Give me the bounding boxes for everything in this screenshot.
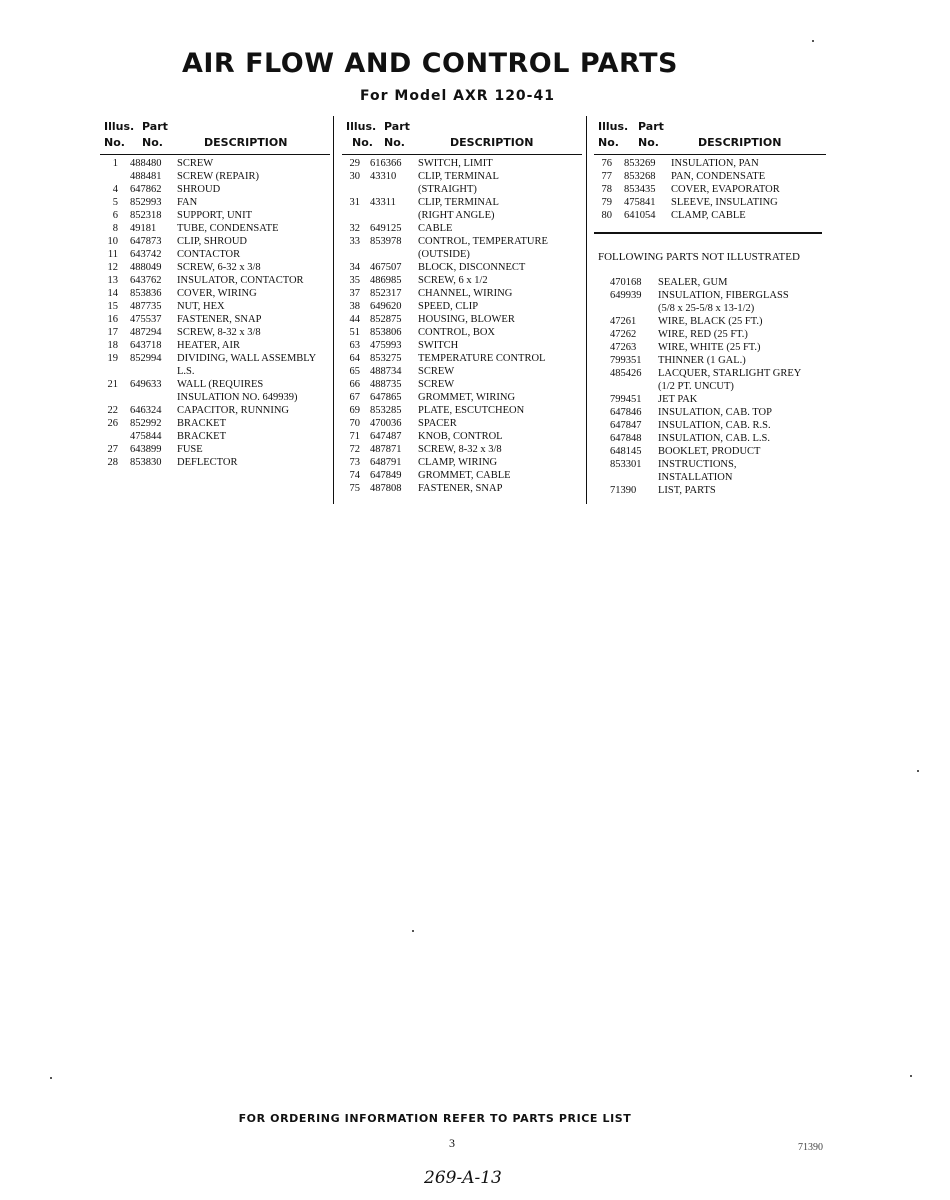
part-description: SCREW, 8-32 x 3/8 — [418, 444, 502, 455]
part-row — [594, 157, 826, 170]
part-number: 43310 — [370, 171, 397, 182]
part-row — [594, 209, 826, 222]
part-row — [100, 261, 330, 274]
illus-number: 70 — [349, 418, 360, 429]
column-header — [100, 120, 330, 154]
part-description: SWITCH, LIMIT — [418, 158, 493, 169]
scan-speck — [50, 1077, 52, 1079]
part-row — [342, 287, 582, 300]
part-row — [342, 313, 582, 326]
part-description: SCREW — [177, 158, 214, 169]
illus-number: 14 — [107, 288, 118, 299]
part-row — [100, 287, 330, 300]
not-illustrated-heading: FOLLOWING PARTS NOT ILLUSTRATED — [598, 251, 800, 263]
not-illustrated-list — [610, 276, 830, 497]
part-description: SHROUD — [177, 184, 221, 195]
part-description: SUPPORT, UNIT — [177, 210, 253, 221]
part-number: 852318 — [130, 210, 162, 221]
part-number: 43311 — [370, 197, 396, 208]
part-description: DEFLECTOR — [177, 457, 238, 468]
illus-number: 19 — [107, 353, 118, 364]
part-row — [100, 339, 330, 352]
part-description: COVER, WIRING — [177, 288, 257, 299]
part-number: 648145 — [610, 446, 642, 457]
parts-rows — [342, 155, 582, 495]
part-row — [100, 430, 330, 443]
part-row — [100, 443, 330, 456]
part-description: INSULATOR, CONTACTOR — [177, 275, 304, 286]
illus-number: 37 — [349, 288, 360, 299]
illus-number: 26 — [107, 418, 118, 429]
part-description: PLATE, ESCUTCHEON — [418, 405, 525, 416]
description-label: DESCRIPTION — [698, 136, 782, 149]
part-row — [100, 378, 330, 391]
illus-number: 5 — [112, 197, 118, 208]
part-row — [100, 235, 330, 248]
part-description: KNOB, CONTROL — [418, 431, 503, 442]
illus-number: 38 — [349, 301, 360, 312]
part-number: 853830 — [130, 457, 162, 468]
part-description: SCREW, 8-32 x 3/8 — [177, 327, 261, 338]
part-number: 649939 — [610, 290, 642, 301]
part-row — [594, 196, 826, 209]
part-number: 853836 — [130, 288, 162, 299]
illus-number: 4 — [112, 184, 118, 195]
part-row — [342, 456, 582, 469]
part-number: 646324 — [130, 405, 162, 416]
illus-label: Illus. — [598, 120, 629, 133]
part-number: 647862 — [130, 184, 162, 195]
part-number: 488049 — [130, 262, 162, 273]
part-description: CLAMP, WIRING — [418, 457, 498, 468]
part-row — [100, 196, 330, 209]
part-row — [100, 352, 330, 365]
part-number: 616366 — [370, 158, 402, 169]
illus-number: 11 — [107, 249, 118, 260]
illus-number: 27 — [107, 444, 118, 455]
illus-number: 69 — [349, 405, 360, 416]
part-no-label: No. — [384, 136, 405, 149]
part-row — [610, 406, 830, 419]
part-row — [610, 484, 830, 497]
part-row — [342, 261, 582, 274]
part-number: 852994 — [130, 353, 162, 364]
illus-number: 73 — [349, 457, 360, 468]
column-header — [594, 120, 826, 154]
illus-number: 76 — [601, 158, 612, 169]
illus-number: 75 — [349, 483, 360, 494]
part-description: INSULATION, PAN — [671, 158, 759, 169]
part-description: SCREW — [418, 379, 455, 390]
illus-number: 13 — [107, 275, 118, 286]
part-label: Part — [142, 120, 168, 133]
part-row — [342, 222, 582, 235]
part-description: BRACKET — [177, 431, 227, 442]
part-row — [342, 417, 582, 430]
part-number: 486985 — [370, 275, 402, 286]
illus-number: 64 — [349, 353, 360, 364]
part-description: (OUTSIDE) — [418, 249, 470, 260]
part-description: INSULATION, CAB. TOP — [658, 407, 772, 418]
part-description: CONTACTOR — [177, 249, 241, 260]
part-description: LIST, PARTS — [658, 485, 716, 496]
scan-speck — [412, 930, 414, 932]
illus-number: 30 — [349, 171, 360, 182]
part-row — [342, 378, 582, 391]
part-number: 853978 — [370, 236, 402, 247]
parts-rows — [594, 155, 826, 222]
part-row — [610, 341, 830, 354]
part-row — [342, 365, 582, 378]
part-description: CONTROL, BOX — [418, 327, 496, 338]
illus-number: 72 — [349, 444, 360, 455]
part-row — [610, 315, 830, 328]
illus-number: 35 — [349, 275, 360, 286]
part-description: CABLE — [418, 223, 453, 234]
part-description: GROMMET, WIRING — [418, 392, 516, 403]
part-number: 648791 — [370, 457, 402, 468]
illus-number: 8 — [112, 223, 118, 234]
part-number: 641054 — [624, 210, 656, 221]
part-number: 647846 — [610, 407, 642, 418]
illus-number: 66 — [349, 379, 360, 390]
part-row — [100, 248, 330, 261]
part-row — [610, 328, 830, 341]
part-row — [610, 289, 830, 302]
part-description: GROMMET, CABLE — [418, 470, 511, 481]
part-description: WIRE, WHITE (25 FT.) — [658, 342, 761, 353]
part-row — [342, 469, 582, 482]
part-row — [100, 222, 330, 235]
part-row — [594, 183, 826, 196]
illus-number: 6 — [112, 210, 118, 221]
part-number: 649620 — [370, 301, 402, 312]
illus-number: 71 — [349, 431, 360, 442]
part-number: 799351 — [610, 355, 642, 366]
part-number: 487735 — [130, 301, 162, 312]
part-description: BOOKLET, PRODUCT — [658, 446, 761, 457]
part-row — [610, 367, 830, 380]
model-subtitle: For Model AXR 120-41 — [360, 88, 555, 104]
scan-speck — [910, 1075, 912, 1077]
part-description: CLIP, TERMINAL — [418, 171, 499, 182]
illus-number: 77 — [601, 171, 612, 182]
part-row — [342, 235, 582, 248]
part-description: (RIGHT ANGLE) — [418, 210, 495, 221]
part-row — [342, 352, 582, 365]
part-number: 470036 — [370, 418, 402, 429]
illus-label: Illus. — [346, 120, 377, 133]
part-number: 647849 — [370, 470, 402, 481]
part-row — [100, 274, 330, 287]
part-row — [342, 183, 582, 196]
part-description: SPACER — [418, 418, 457, 429]
illus-number: 33 — [349, 236, 360, 247]
part-description: FAN — [177, 197, 198, 208]
part-description: WIRE, RED (25 FT.) — [658, 329, 748, 340]
part-description: JET PAK — [658, 394, 698, 405]
column-divider-1 — [333, 116, 334, 504]
part-number: 475844 — [130, 431, 162, 442]
part-description: SCREW — [418, 366, 455, 377]
part-number: 71390 — [610, 485, 637, 496]
part-row — [100, 326, 330, 339]
part-description: BLOCK, DISCONNECT — [418, 262, 526, 273]
part-description: (5/8 x 25-5/8 x 13-1/2) — [658, 303, 755, 314]
part-description: SEALER, GUM — [658, 277, 728, 288]
part-description: SCREW (REPAIR) — [177, 171, 259, 182]
part-row — [342, 339, 582, 352]
part-row — [100, 456, 330, 469]
part-label: Part — [638, 120, 664, 133]
part-description: CLAMP, CABLE — [671, 210, 746, 221]
part-row — [342, 274, 582, 287]
part-number: 647848 — [610, 433, 642, 444]
part-row — [610, 354, 830, 367]
part-description: (1/2 PT. UNCUT) — [658, 381, 734, 392]
illus-number: 51 — [349, 327, 360, 338]
illus-number: 18 — [107, 340, 118, 351]
illus-number: 63 — [349, 340, 360, 351]
part-row — [342, 443, 582, 456]
illus-number: 34 — [349, 262, 360, 273]
part-row — [610, 302, 830, 315]
page-number: 3 — [449, 1136, 455, 1150]
part-row — [100, 157, 330, 170]
part-number: 487294 — [130, 327, 162, 338]
part-number: 852993 — [130, 197, 162, 208]
illus-number: 21 — [107, 379, 118, 390]
part-description: SCREW, 6-32 x 3/8 — [177, 262, 261, 273]
part-description: WIRE, BLACK (25 FT.) — [658, 316, 763, 327]
part-description: INSTALLATION — [658, 472, 733, 483]
illus-no-label: No. — [104, 136, 125, 149]
part-description: (STRAIGHT) — [418, 184, 477, 195]
part-description: TUBE, CONDENSATE — [177, 223, 279, 234]
part-number: 643899 — [130, 444, 162, 455]
part-description: FASTENER, SNAP — [177, 314, 262, 325]
part-description: BRACKET — [177, 418, 227, 429]
part-row — [342, 326, 582, 339]
part-number: 643762 — [130, 275, 162, 286]
illus-number: 17 — [107, 327, 118, 338]
parts-column-1 — [100, 120, 330, 469]
part-description: LACQUER, STARLIGHT GREY — [658, 368, 802, 379]
part-number: 649633 — [130, 379, 162, 390]
part-description: TEMPERATURE CONTROL — [418, 353, 546, 364]
part-description: FASTENER, SNAP — [418, 483, 503, 494]
illus-number: 44 — [349, 314, 360, 325]
part-row — [342, 248, 582, 261]
illus-number: 32 — [349, 223, 360, 234]
part-description: INSTRUCTIONS, — [658, 459, 737, 470]
part-row — [610, 432, 830, 445]
part-number: 647847 — [610, 420, 642, 431]
column-header — [342, 120, 582, 154]
part-number: 47263 — [610, 342, 637, 353]
part-number: 852992 — [130, 418, 162, 429]
part-number: 488735 — [370, 379, 402, 390]
part-row — [342, 157, 582, 170]
parts-column-3 — [594, 120, 826, 222]
illus-number: 67 — [349, 392, 360, 403]
page-title: AIR FLOW AND CONTROL PARTS — [181, 48, 679, 79]
part-row — [610, 393, 830, 406]
part-label: Part — [384, 120, 410, 133]
illus-label: Illus. — [104, 120, 135, 133]
part-row — [342, 482, 582, 495]
illus-number: 10 — [107, 236, 118, 247]
part-description: WALL (REQUIRES — [177, 379, 264, 390]
part-number: 643742 — [130, 249, 162, 260]
part-number: 853275 — [370, 353, 402, 364]
part-description: CONTROL, TEMPERATURE — [418, 236, 548, 247]
part-description: SLEEVE, INSULATING — [671, 197, 778, 208]
part-description: L.S. — [177, 366, 195, 377]
part-description: CAPACITOR, RUNNING — [177, 405, 290, 416]
illus-number: 80 — [601, 210, 612, 221]
illus-number: 29 — [349, 158, 360, 169]
part-row — [610, 276, 830, 289]
part-description: CHANNEL, WIRING — [418, 288, 513, 299]
illus-number: 78 — [601, 184, 612, 195]
part-number: 853301 — [610, 459, 642, 470]
part-description: COVER, EVAPORATOR — [671, 184, 780, 195]
part-no-label: No. — [142, 136, 163, 149]
part-row — [100, 170, 330, 183]
part-row — [342, 430, 582, 443]
illus-number: 74 — [349, 470, 360, 481]
part-number: 647865 — [370, 392, 402, 403]
part-row — [100, 391, 330, 404]
description-label: DESCRIPTION — [450, 136, 534, 149]
part-row — [100, 404, 330, 417]
part-number: 487871 — [370, 444, 402, 455]
part-number: 488481 — [130, 171, 162, 182]
part-number: 47261 — [610, 316, 637, 327]
part-description: HOUSING, BLOWER — [418, 314, 515, 325]
part-description: NUT, HEX — [177, 301, 225, 312]
document-code: 71390 — [798, 1142, 823, 1153]
illus-number: 31 — [349, 197, 360, 208]
part-number: 488734 — [370, 366, 402, 377]
part-number: 49181 — [130, 223, 157, 234]
part-number: 853806 — [370, 327, 402, 338]
part-row — [100, 365, 330, 378]
part-description: INSULATION, FIBERGLASS — [658, 290, 789, 301]
part-number: 475993 — [370, 340, 402, 351]
part-number: 799451 — [610, 394, 642, 405]
part-number: 852875 — [370, 314, 402, 325]
part-description: INSULATION, CAB. L.S. — [658, 433, 771, 444]
part-description: PAN, CONDENSATE — [671, 171, 766, 182]
part-number: 852317 — [370, 288, 402, 299]
part-row — [594, 170, 826, 183]
parts-column-2 — [342, 120, 582, 495]
part-row — [100, 209, 330, 222]
illus-number: 65 — [349, 366, 360, 377]
part-row — [610, 445, 830, 458]
illus-number: 79 — [601, 197, 612, 208]
illus-no-label: No. — [352, 136, 373, 149]
part-description: INSULATION, CAB. R.S. — [658, 420, 771, 431]
part-number: 853268 — [624, 171, 656, 182]
part-number: 475537 — [130, 314, 162, 325]
part-row — [342, 209, 582, 222]
part-number: 649125 — [370, 223, 402, 234]
illus-number: 12 — [107, 262, 118, 273]
illus-no-label: No. — [598, 136, 619, 149]
part-number: 647873 — [130, 236, 162, 247]
part-row — [610, 419, 830, 432]
part-number: 853435 — [624, 184, 656, 195]
part-number: 647487 — [370, 431, 402, 442]
description-label: DESCRIPTION — [204, 136, 288, 149]
part-description: SPEED, CLIP — [418, 301, 479, 312]
part-number: 853269 — [624, 158, 656, 169]
part-row — [342, 196, 582, 209]
illus-number: 1 — [112, 158, 118, 169]
part-row — [610, 471, 830, 484]
part-number: 853285 — [370, 405, 402, 416]
part-number: 488480 — [130, 158, 162, 169]
part-number: 487808 — [370, 483, 402, 494]
part-row — [100, 300, 330, 313]
section-rule — [594, 232, 822, 234]
illus-number: 28 — [107, 457, 118, 468]
part-row — [342, 170, 582, 183]
part-row — [342, 300, 582, 313]
part-number: 475841 — [624, 197, 656, 208]
part-description: CLIP, SHROUD — [177, 236, 248, 247]
ordering-note: FOR ORDERING INFORMATION REFER TO PARTS PRICE LIST — [238, 1112, 632, 1125]
part-description: FUSE — [177, 444, 203, 455]
part-no-label: No. — [638, 136, 659, 149]
part-row — [100, 313, 330, 326]
scan-speck — [917, 770, 919, 772]
part-description: DIVIDING, WALL ASSEMBLY — [177, 353, 317, 364]
handwritten-note: 269-A-13 — [424, 1168, 502, 1188]
illus-number: 15 — [107, 301, 118, 312]
part-row — [610, 458, 830, 471]
illus-number: 16 — [107, 314, 118, 325]
part-row — [342, 404, 582, 417]
part-number: 643718 — [130, 340, 162, 351]
part-description: THINNER (1 GAL.) — [658, 355, 746, 366]
part-description: CLIP, TERMINAL — [418, 197, 499, 208]
part-description: SWITCH — [418, 340, 459, 351]
part-row — [100, 417, 330, 430]
part-row — [100, 183, 330, 196]
column-divider-2 — [586, 116, 587, 504]
parts-rows — [100, 155, 330, 469]
scan-speck — [812, 40, 814, 42]
part-number: 47262 — [610, 329, 637, 340]
part-description: INSULATION NO. 649939) — [177, 392, 298, 403]
part-row — [610, 380, 830, 393]
part-description: SCREW, 6 x 1/2 — [418, 275, 488, 286]
part-number: 467507 — [370, 262, 402, 273]
part-row — [342, 391, 582, 404]
part-number: 470168 — [610, 277, 642, 288]
part-description: HEATER, AIR — [177, 340, 240, 351]
part-number: 485426 — [610, 368, 642, 379]
illus-number: 22 — [107, 405, 118, 416]
